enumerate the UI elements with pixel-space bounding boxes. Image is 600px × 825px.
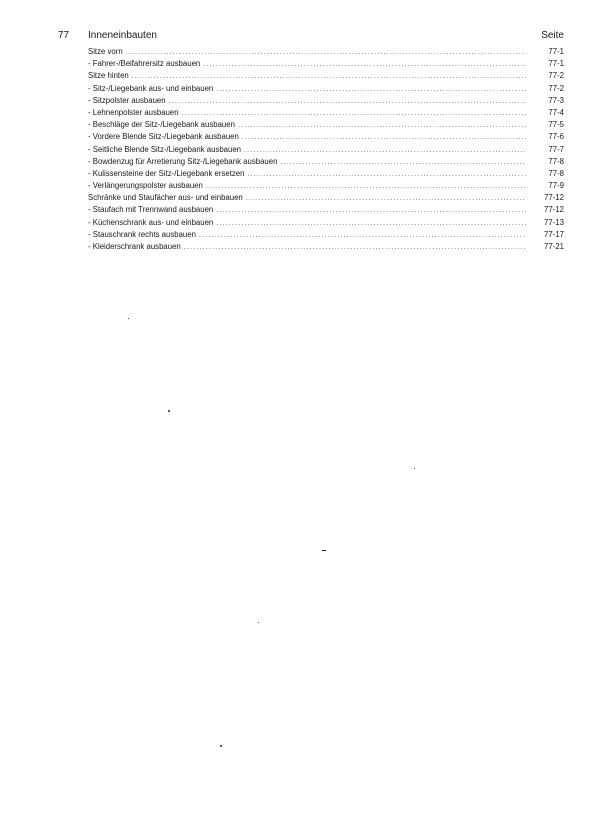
toc-page-number: 77-3: [548, 95, 564, 105]
leader-dots: [169, 96, 526, 108]
toc-item-row: [88, 119, 564, 131]
leader-dots: [216, 205, 526, 217]
toc-entry-label: - Verlängerungspolster ausbauen: [88, 181, 203, 191]
toc-page-number: 77-17: [544, 229, 564, 239]
page-header: [58, 30, 564, 44]
toc-entry-label: - Beschläge der Sitz-/Liegebank ausbauen: [88, 120, 235, 130]
toc-item-row: [88, 204, 564, 216]
toc-page-number: 77-2: [548, 83, 564, 93]
toc-entry-label: - Fahrer-/Beifahrersitz ausbauen: [88, 59, 201, 69]
toc-entry-label: - Kleiderschrank ausbauen: [88, 242, 181, 251]
leader-dots: [206, 181, 526, 193]
toc-item-row: [88, 107, 564, 119]
toc-page-number: 77-6: [548, 132, 564, 142]
scan-speck: [128, 318, 129, 319]
toc-entry-label: - Kulissensteine der Sitz-/Liegebank ersetzen: [88, 168, 245, 178]
toc-entry-label: Schränke und Staufächer aus- und einbauen: [88, 193, 243, 203]
scan-speck: [414, 468, 415, 469]
leader-dots: [203, 59, 526, 71]
toc-entry-label: - Seitliche Blende Sitz-/Liegebank ausbauen: [88, 144, 242, 154]
scan-speck: [322, 550, 326, 551]
toc-page-number: 77-1: [548, 47, 564, 56]
leader-dots: [247, 169, 526, 181]
toc-page-number: 77-4: [548, 107, 564, 117]
toc-section-row: [88, 70, 564, 82]
toc-entry-label: - Lehnenpolster ausbauen: [88, 107, 179, 117]
leader-dots: [242, 132, 526, 144]
toc-entry-label: Sitze hinten: [88, 71, 129, 81]
leader-dots: [280, 157, 526, 169]
toc-entry-label: - Sitzpolster ausbauen: [88, 95, 166, 105]
toc-page-number: 77-12: [544, 205, 564, 215]
toc-page-number: 77-13: [544, 217, 564, 227]
toc-page-number: 77-12: [544, 193, 564, 203]
toc-item-row: [88, 58, 564, 70]
scan-speck: [258, 622, 259, 623]
toc-item-row: [88, 241, 564, 253]
toc-item-row: [88, 217, 564, 229]
toc-item-row: [88, 83, 564, 95]
toc-item-row: [88, 180, 564, 192]
toc-item-row: [88, 229, 564, 241]
toc-page-number: 77-5: [548, 120, 564, 130]
toc-page-number: 77-21: [544, 242, 564, 251]
toc-item-row: [88, 156, 564, 168]
toc-page-number: 77-7: [548, 144, 564, 154]
scan-speck: [220, 745, 222, 747]
page-column-label: Seite: [541, 30, 564, 41]
scan-speck: [168, 410, 170, 412]
toc-item-row: [88, 168, 564, 180]
toc-section-row: [88, 192, 564, 204]
leader-dots: [238, 120, 526, 132]
toc-item-row: [88, 131, 564, 143]
leader-dots: [244, 145, 526, 157]
chapter-title: Inneneinbauten: [88, 30, 157, 41]
leader-dots: [216, 218, 526, 230]
chapter-number: 77: [58, 30, 70, 41]
leader-dots: [184, 242, 526, 254]
toc-entry-label: - Bowdenzug für Arretierung Sitz-/Liegebank ausbauen: [88, 156, 278, 166]
toc-item-row: [88, 144, 564, 156]
toc-entry-label: Sitze vorn: [88, 47, 123, 56]
toc-page-number: 77-8: [548, 168, 564, 178]
toc-entry-label: - Staufach mit Trennwand ausbauen: [88, 205, 214, 215]
toc-section-row: [88, 46, 564, 58]
toc-item-row: [88, 95, 564, 107]
toc-entry-label: - Stauschrank rechts ausbauen: [88, 229, 196, 239]
toc-entry-label: - Sitz-/Liegebank aus- und einbauen: [88, 83, 214, 93]
toc-page-number: 77-8: [548, 156, 564, 166]
toc-page-number: 77-9: [548, 181, 564, 191]
leader-dots: [246, 193, 526, 205]
toc-entry-label: - Vordere Blende Sitz-/Liegebank ausbauen: [88, 132, 239, 142]
table-of-contents: [88, 46, 564, 253]
toc-page-number: 77-1: [548, 59, 564, 69]
toc-entry-label: - Küchenschrank aus- und einbauen: [88, 217, 214, 227]
leader-dots: [199, 230, 526, 242]
toc-page-number: 77-2: [548, 71, 564, 81]
leader-dots: [216, 84, 526, 96]
